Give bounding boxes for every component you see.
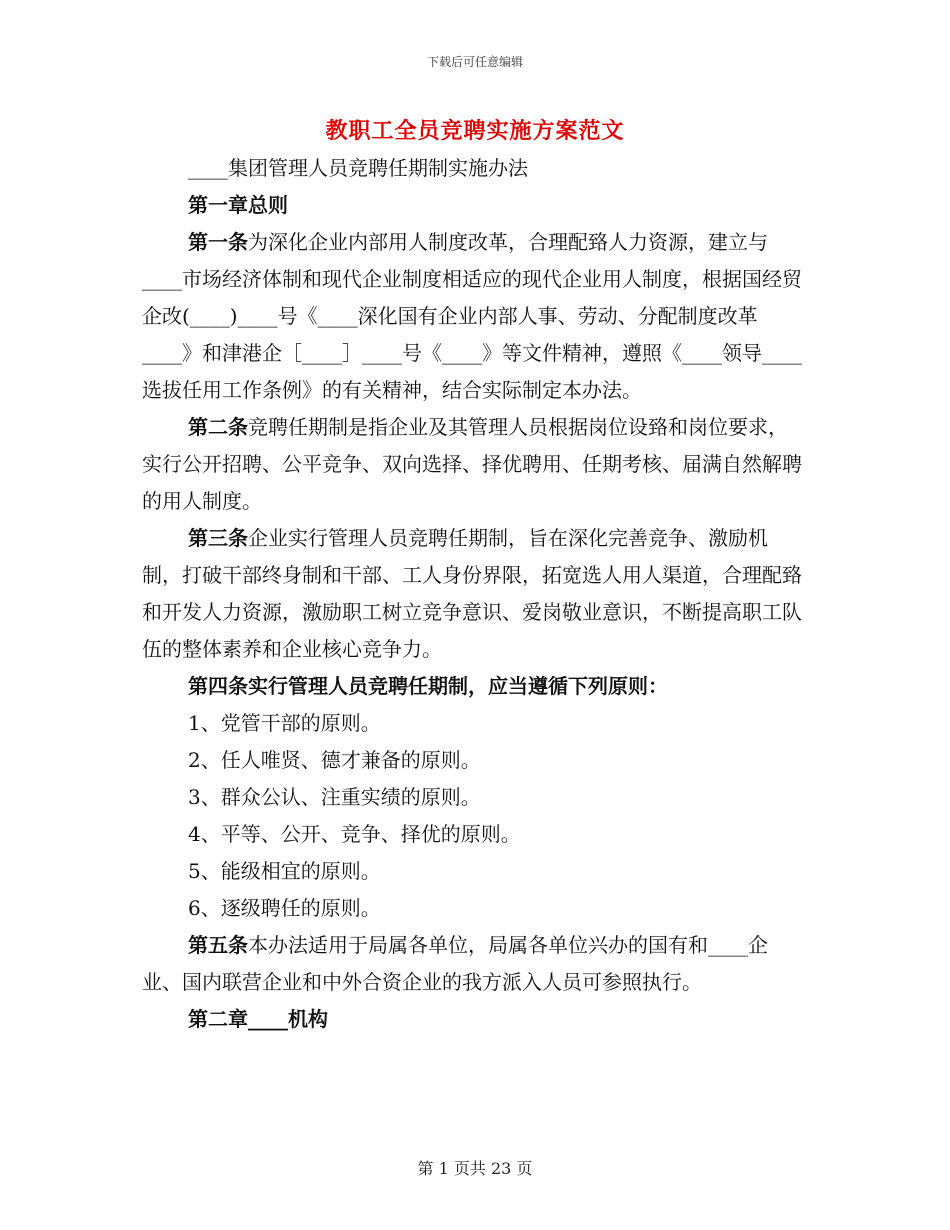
principle-item: 4、平等、公开、竞争、择优的原则。 <box>188 822 521 846</box>
article-4-heading: 第四条实行管理人员竞聘任期制，应当遵循下列原则： <box>188 674 668 698</box>
article-5-text: 本办法适用于局属各单位，局属各单位兴办的国有和____企业、国内联营企业和中外合资企业的我方派入人员可参照执行。 <box>142 933 768 994</box>
principle-item: 3、群众公认、注重实绩的原则。 <box>188 785 481 809</box>
principle-item: 5、能级相宜的原则。 <box>188 859 381 883</box>
article-3 <box>142 520 802 668</box>
article-2-text: 竞聘任期制是指企业及其管理人员根据岗位设臵和岗位要求，实行公开招聘、公平竞争、双向选择、择优聘用、任期考核、届满自然解聘的用人制度。 <box>142 415 802 513</box>
article-5 <box>142 927 802 1001</box>
principle-item: 1、党管干部的原则。 <box>188 711 381 735</box>
article-5-label: 第五条 <box>188 933 248 957</box>
chapter-1-heading: 第一章总则 <box>188 193 288 217</box>
article-1-label: 第一条 <box>188 230 248 254</box>
page-footer: 第 1 页共 23 页 <box>417 1159 533 1178</box>
principle-item: 2、任人唯贤、德才兼备的原则。 <box>188 748 481 772</box>
article-3-label: 第三条 <box>188 526 248 550</box>
principle-item: 6、逐级聘任的原则。 <box>188 896 381 920</box>
header-note: 下载后可任意编辑 <box>426 55 523 69</box>
subtitle: ____集团管理人员竞聘任期制实施办法 <box>188 156 528 180</box>
article-1 <box>142 224 802 409</box>
document-title: 教职工全员竞聘实施方案范文 <box>325 118 625 144</box>
article-2 <box>142 409 802 520</box>
article-2-label: 第二条 <box>188 415 248 439</box>
article-1-text: 为深化企业内部用人制度改革，合理配臵人力资源，建立与____市场经济体制和现代企业制度相适应的现代企业用人制度，根据国经贸企改(____)____号《____深化国有企业内部人事、劳动、分配制度改革____》和津港企［____］____号《____》等文件精神，遵照《____领导____选拔任用工作条例》的有关精神，结合实际制定本办法。 <box>142 230 802 402</box>
document-body <box>142 150 802 1038</box>
article-3-text: 企业实行管理人员竞聘任期制，旨在深化完善竞争、激励机制，打破干部终身制和干部、工人身份界限，拓宽选人用人渠道，合理配臵和开发人力资源，激励职工树立竞争意识、爱岗敬业意识，不断提高职工队伍的整体素养和企业核心竞争力。 <box>142 526 802 661</box>
chapter-2-heading: 第二章____机构 <box>188 1007 328 1031</box>
